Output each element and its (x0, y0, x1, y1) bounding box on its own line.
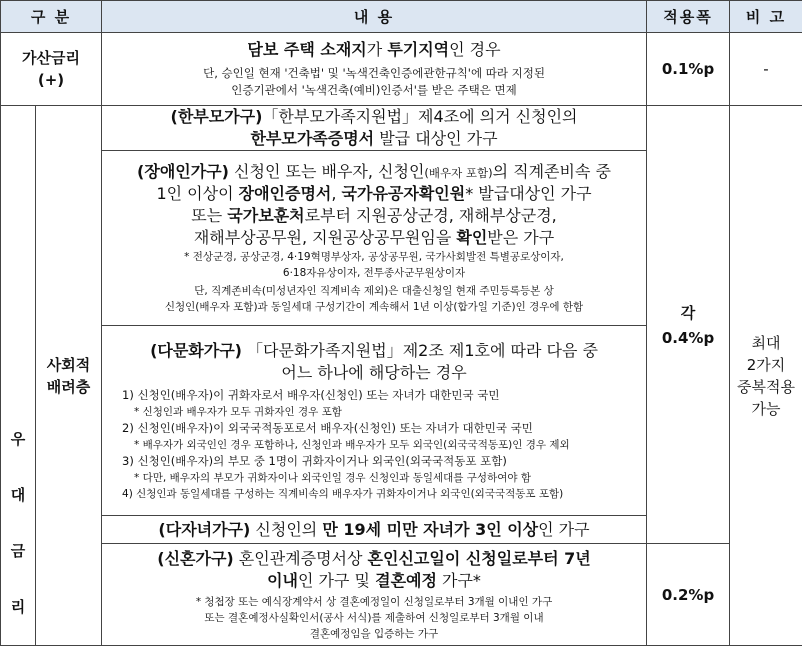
rate-each: 각 0.4%p (647, 106, 730, 544)
surcharge-label: 가산금리 (+) (1, 33, 102, 106)
newlywed-row (1, 544, 802, 646)
multicultural-content: (다문화가구) 「다문화가족지원법」제2조 제1호에 따라 다음 중 어느 하나에 해당하는 경우 1) 신청인(배우자)이 귀화자로서 배우자(신청인) 또는 자녀가 대한민국 국민 * 신청인과 배우자가 모두 귀화자인 경우 포함 2) 신청인(배우자)이 외국국적동포로서 배우자(신청인) 또는 자녀가 대한민국 국민 * 배우자가 외국인인 경우 포함하나, 신청인과 배우자가 모두 외국인(외국국적동포)인 경우 제외 3) 신청인(배우자)의 부모 중 1명이 귀화자이거나 외국인(외국국적동포 포함) * 다만, 배우자의 부모가 귀화자이나 외국인일 경우 신청인과 동일세대를 구성하여야 함 4) 신청인과 동일세대를 구성하는 직계비속의 배우자가 귀화자이거나 외국인(외국국적동포 포함) (102, 326, 647, 516)
surcharge-row (1, 33, 802, 106)
disabled-content: (장애인가구) 신청인 또는 배우자, 신청인(배우자 포함)의 직계존비속 중 1인 이상이 장애인증명서, 국가유공자확인원* 발급대상인 가구 또는 국가보훈처로부터 지원공상군경, 재해부상군경, 재해부상공무원, 지원공상공무원임을 확인받은 가구 * 전상군경, 공상군경, 4·19혁명부상자, 공상공무원, 국가사회발전 특별공로상이자, 6·18자유상이자, 전투종사군무원상이자 단, 직계존비속(미성년자인 직계비속 제외)은 대출신청일 현재 주민등록등본 상 신청인(배우자 포함)과 동일세대 구성기간이 계속해서 1년 이상(합가일 기준)인 경우에 한함 (102, 151, 647, 326)
surcharge-sub-1: 단, 승인일 현재 '건축법' 및 '녹색건축인증에관한규칙'에 따라 지정된 (203, 66, 545, 80)
header-category: 구 분 (1, 1, 102, 33)
surcharge-sub-2: 인증기관에서 '녹색건축(예비)인증서'를 받은 주택은 면제 (231, 83, 517, 97)
surcharge-note: - (730, 33, 802, 106)
header-content: 내 용 (102, 1, 647, 33)
newlywed-content: (신혼가구) 혼인관계증명서상 혼인신고일이 신청일로부터 7년 이내인 가구 및 결혼예정 가구* * 청첩장 또는 예식장계약서 상 결혼예정일이 신청일로부터 3개월 이내인 가구 또는 결혼예정사실확인서(공사 서식)를 제출하여 신청일로부터 3개월 이내 결혼예정임을 입증하는 가구 (102, 544, 647, 646)
social-care-label: 사회적 배려층 (36, 106, 102, 646)
overlap-note: 최대 2가지 중복적용 가능 (730, 106, 802, 646)
single-parent-row (1, 106, 802, 151)
surcharge-content (102, 33, 647, 106)
surcharge-main: 담보 주택 소재지가 투기지역인 경우 (247, 40, 501, 59)
surcharge-rate: 0.1%p (647, 33, 730, 106)
discount-rate-label: 우 대 금 리 (1, 106, 36, 646)
header-rate: 적용폭 (647, 1, 730, 33)
header-row (1, 1, 802, 33)
single-parent-content: (한부모가구)「한부모가족지원법」제4조에 의거 신청인의 한부모가족증명서 발급 대상인 가구 (102, 106, 647, 151)
newlywed-rate: 0.2%p (647, 544, 730, 646)
header-note: 비 고 (730, 1, 802, 33)
multichild-content: (다자녀가구) 신청인의 만 19세 미만 자녀가 3인 이상인 가구 (102, 516, 647, 544)
